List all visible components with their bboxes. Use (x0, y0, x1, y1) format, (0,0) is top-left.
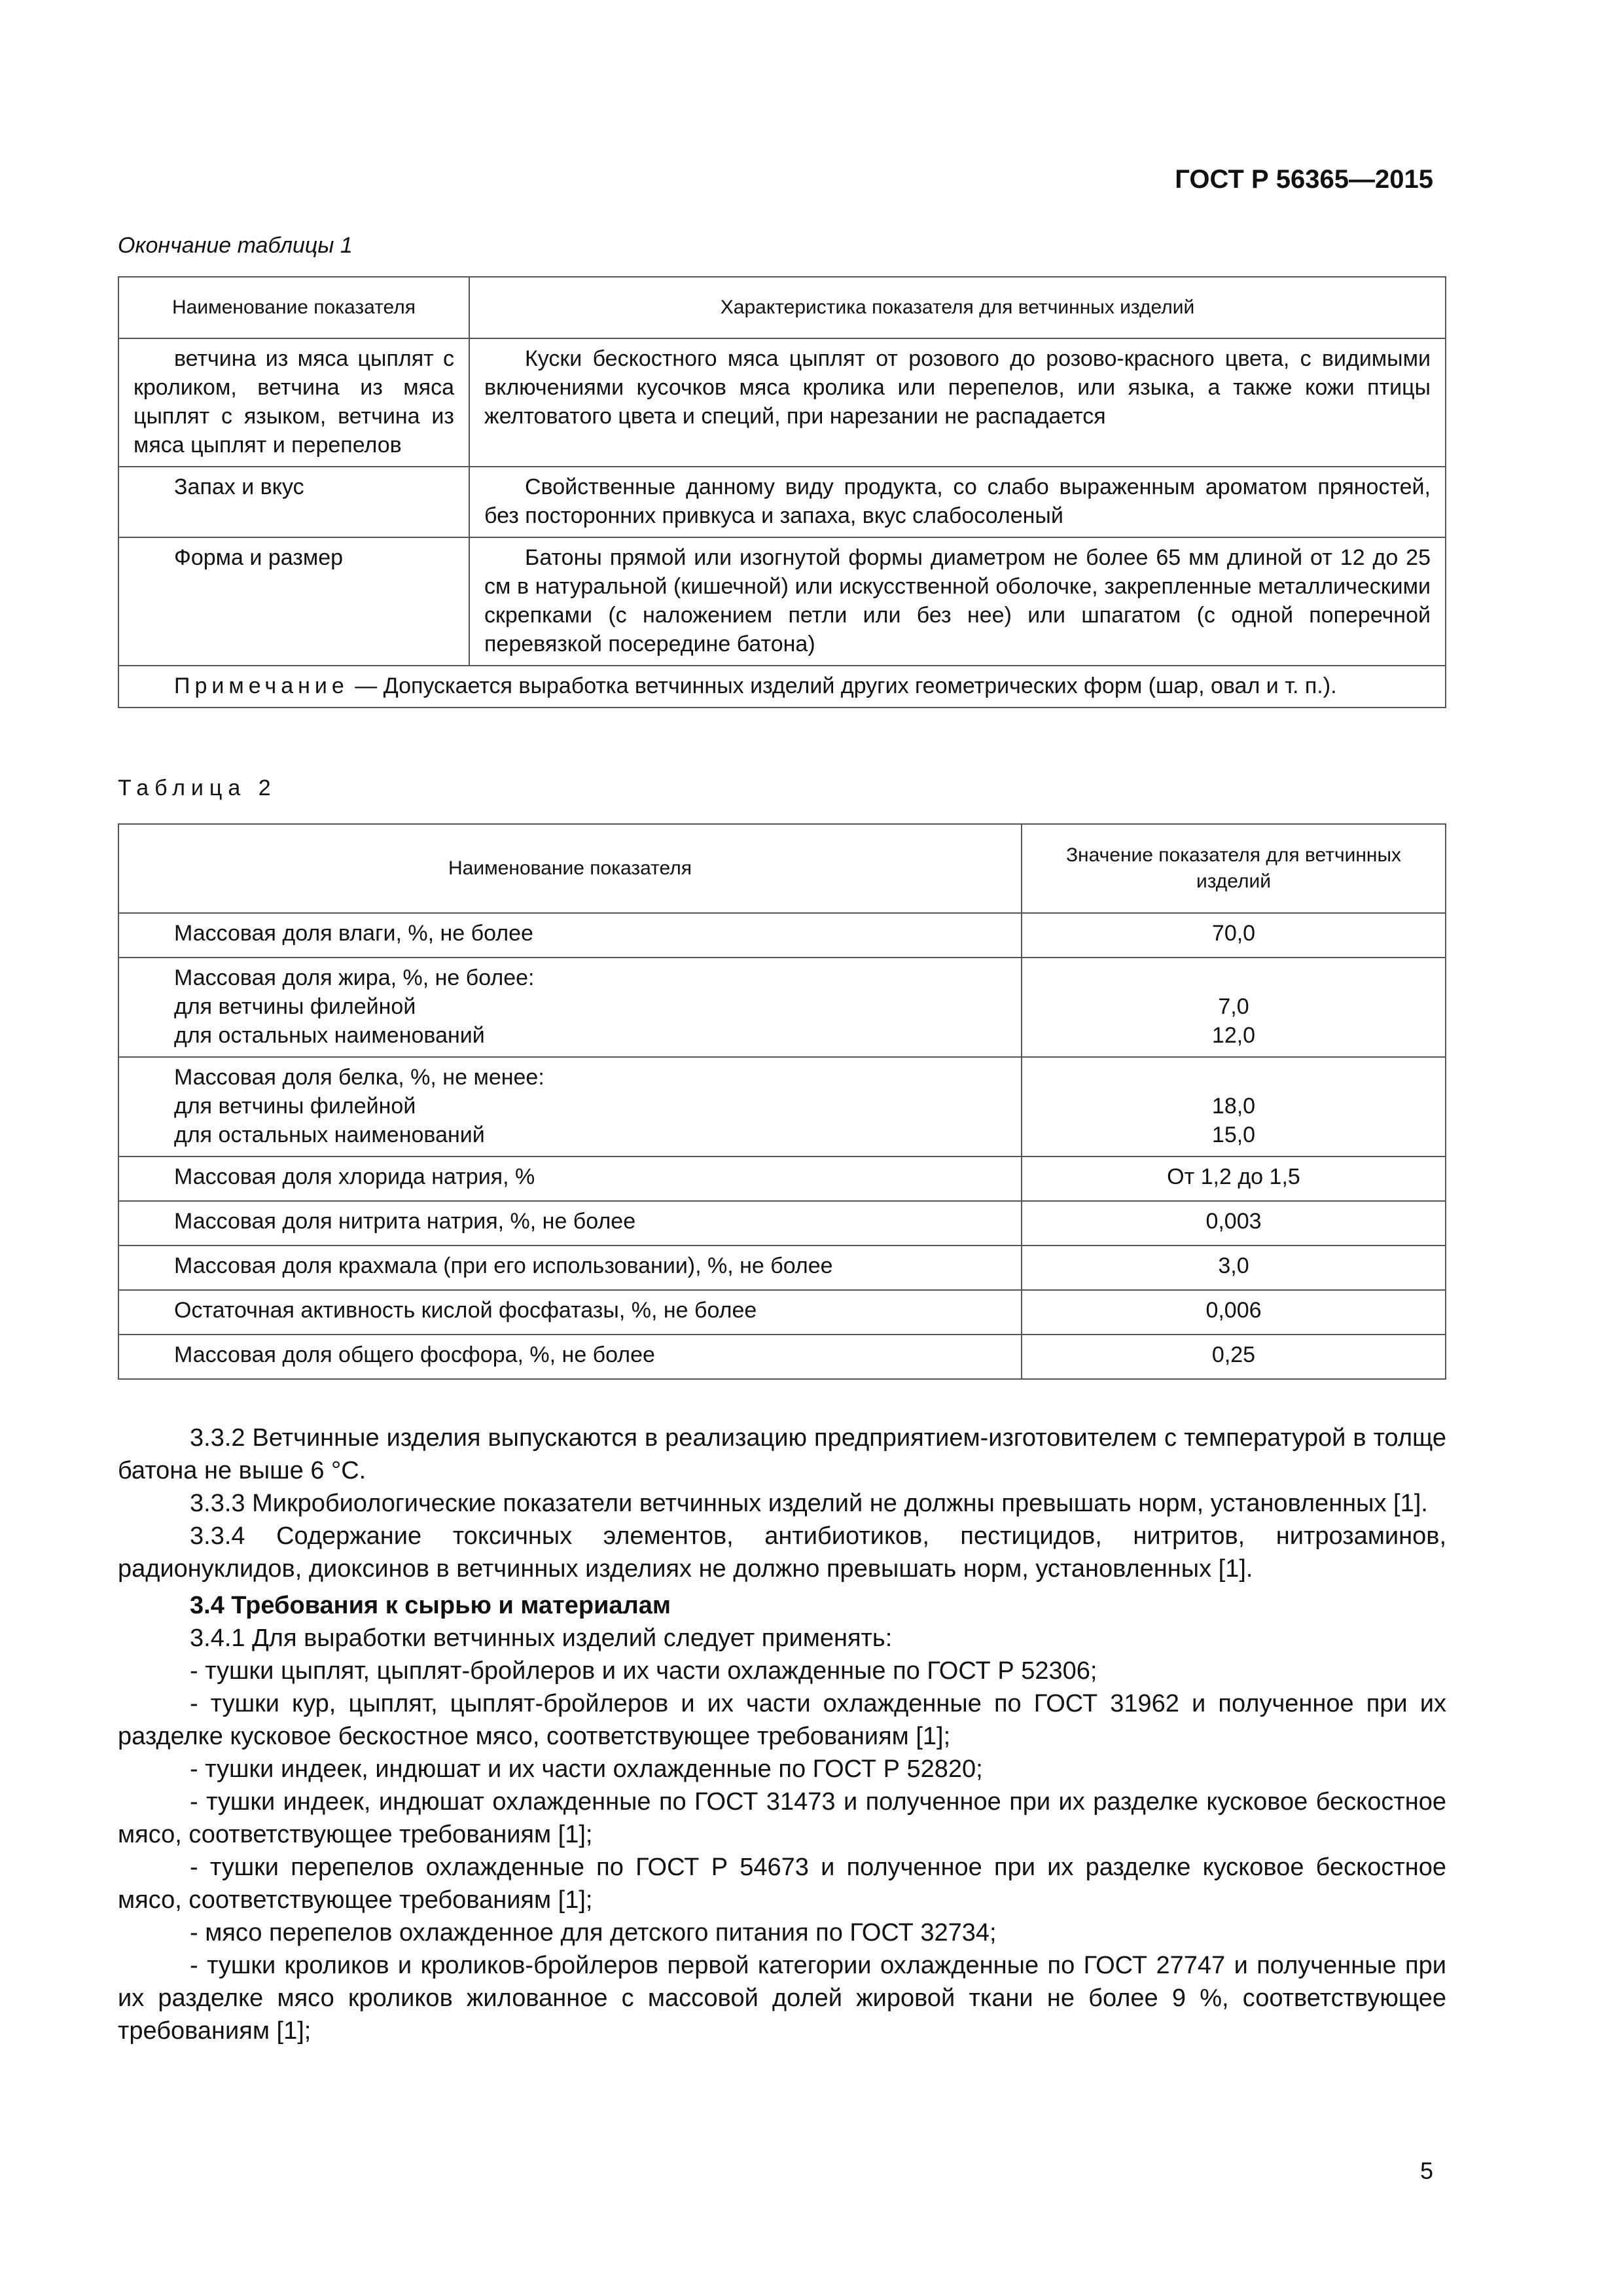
column-header: Значение показателя для ветчинных изделий (1022, 824, 1446, 913)
value-cell (1022, 958, 1446, 1057)
body-text (118, 1422, 1446, 2047)
table-header-row (118, 277, 1446, 338)
value-line (1022, 963, 1445, 992)
table1-caption: Окончание таблицы 1 (118, 233, 353, 258)
table-header-row (118, 824, 1446, 913)
characteristic-cell: Свойственные данному виду продукта, со слабо выраженным ароматом пряностей, без посторонних привкуса и запаха, вкус слабосоленый (469, 467, 1446, 537)
table-row (118, 1335, 1446, 1379)
value-cell (1022, 913, 1446, 958)
indicator-name-cell (118, 1290, 1022, 1335)
value-line: 0,25 (1211, 1342, 1256, 1367)
list-item: - тушки кроликов и кроликов-бройлеров первой категории охлажденные по ГОСТ 27747 и полученные при их разделке мясо кроликов жилованное с массовой долей жировой ткани не более 9 %, соответствующее требованиям [1]; (118, 1952, 1446, 2045)
indicator-line: Массовая доля нитрита натрия, %, не более (174, 1209, 636, 1234)
value-cell (1022, 1201, 1446, 1246)
indicator-name-cell (118, 1246, 1022, 1290)
value-cell (1022, 1335, 1446, 1379)
table-row (118, 537, 1446, 666)
indicator-name-cell: Запах и вкус (118, 467, 469, 537)
list-item: - мясо перепелов охлажденное для детского питания по ГОСТ 32734; (190, 1919, 997, 1946)
table2-caption: Таблица 2 (118, 776, 277, 800)
list-item: - тушки индеек, индюшат и их части охлажденные по ГОСТ Р 52820; (190, 1755, 983, 1783)
table-row (118, 1290, 1446, 1335)
value-line: 12,0 (1211, 1023, 1256, 1048)
note-label: Примечание (174, 673, 349, 698)
note-text: — Допускается выработка ветчинных изделий других геометрических форм (шар, овал и т. п.). (355, 673, 1337, 698)
indicator-name-cell (118, 1157, 1022, 1201)
table-note (118, 666, 1446, 708)
indicator-line: Массовая доля жира, %, не более: (174, 965, 535, 990)
value-line: От 1,2 до 1,5 (1167, 1164, 1300, 1189)
indicator-name-cell (118, 958, 1022, 1057)
paragraph: 3.3.2 Ветчинные изделия выпускаются в реализацию предприятием-изготовителем с температурой в толще батона не выше 6 °С. (118, 1424, 1446, 1484)
document-id: ГОСТ Р 56365—2015 (1175, 165, 1433, 194)
column-header: Наименование показателя (118, 277, 469, 338)
value-line: 7,0 (1218, 994, 1249, 1019)
paragraph: 3.3.3 Микробиологические показатели ветчинных изделий не должны превышать норм, установленных [1]. (190, 1490, 1428, 1517)
page-number: 5 (1419, 2157, 1433, 2184)
column-header: Характеристика показателя для ветчинных изделий (469, 277, 1446, 338)
indicator-line: Остаточная активность кислой фосфатазы, %, не более (174, 1298, 757, 1323)
list-item: - тушки перепелов охлажденные по ГОСТ Р 54673 и полученное при их разделке кусковое бескостное мясо, соответствующее требованиям [1]; (118, 1854, 1446, 1914)
table-row (118, 1157, 1446, 1201)
table-row (118, 1246, 1446, 1290)
list-item: - тушки цыплят, цыплят-бройлеров и их части охлажденные по ГОСТ Р 52306; (190, 1657, 1097, 1685)
value-line (1022, 1063, 1445, 1092)
indicator-line: Массовая доля влаги, %, не более (174, 921, 533, 946)
characteristic-cell: Батоны прямой или изогнутой формы диаметром не более 65 мм длиной от 12 до 25 см в натуральной (кишечной) или искусственной оболочке, закрепленные металлическими скрепками (с наложением петли или без нее) или шпагатом (с одной поперечной перевязкой посередине батона) (469, 537, 1446, 666)
value-line: 3,0 (1218, 1253, 1249, 1278)
value-cell (1022, 1290, 1446, 1335)
value-cell (1022, 1057, 1446, 1157)
indicator-name-cell (118, 913, 1022, 958)
list-item: - тушки индеек, индюшат охлажденные по ГОСТ 31473 и полученное при их разделке кусковое бескостное мясо, соответствующее требованиям [1]; (118, 1788, 1446, 1848)
indicator-name-cell: ветчина из мяса цыплят с кроликом, ветчина из мяса цыплят с языком, ветчина из мяса цыплят и перепелов (118, 338, 469, 467)
table-2 (118, 823, 1446, 1380)
value-line: 18,0 (1211, 1094, 1256, 1119)
table-note-row (118, 666, 1446, 708)
table-row (118, 467, 1446, 537)
indicator-line: Массовая доля общего фосфора, %, не более (174, 1342, 655, 1367)
indicator-line: Массовая доля хлорида натрия, % (174, 1164, 535, 1189)
indicator-line: для ветчины филейной (174, 994, 416, 1019)
indicator-name-cell (118, 1335, 1022, 1379)
indicator-name-cell: Форма и размер (118, 537, 469, 666)
value-line: 0,003 (1205, 1209, 1262, 1234)
indicator-line: для ветчины филейной (174, 1094, 416, 1119)
table-row (118, 1057, 1446, 1157)
paragraph: 3.4.1 Для выработки ветчинных изделий следует применять: (190, 1624, 893, 1652)
indicator-line: Массовая доля крахмала (при его использовании), %, не более (174, 1253, 833, 1278)
section-heading: 3.4 Требования к сырью и материалам (190, 1592, 671, 1619)
value-line: 0,006 (1205, 1298, 1262, 1323)
table-1 (118, 276, 1446, 708)
indicator-name-cell (118, 1057, 1022, 1157)
value-line: 15,0 (1211, 1122, 1256, 1147)
table-row (118, 338, 1446, 467)
table-row (118, 1201, 1446, 1246)
value-line: 70,0 (1211, 921, 1256, 946)
characteristic-cell: Куски бескостного мяса цыплят от розового до розово-красного цвета, с видимыми включениями кусочков мяса кролика или перепелов, или языка, а также кожи птицы желтоватого цвета и специй, при нарезании не распадается (469, 338, 1446, 467)
indicator-name-cell (118, 1201, 1022, 1246)
table-row (118, 958, 1446, 1057)
indicator-line: для остальных наименований (174, 1023, 485, 1048)
table-row (118, 913, 1446, 958)
value-cell (1022, 1157, 1446, 1201)
list-item: - тушки кур, цыплят, цыплят-бройлеров и их части охлажденные по ГОСТ 31962 и полученное при их разделке кусковое бескостное мясо, соответствующее требованиям [1]; (118, 1690, 1446, 1750)
column-header: Наименование показателя (118, 824, 1022, 913)
value-cell (1022, 1246, 1446, 1290)
indicator-line: для остальных наименований (174, 1122, 485, 1147)
indicator-line: Массовая доля белка, %, не менее: (174, 1065, 544, 1090)
paragraph: 3.3.4 Содержание токсичных элементов, антибиотиков, пестицидов, нитритов, нитрозаминов, радионуклидов, диоксинов в ветчинных изделиях не должно превышать норм, установленных [1]. (118, 1522, 1446, 1583)
